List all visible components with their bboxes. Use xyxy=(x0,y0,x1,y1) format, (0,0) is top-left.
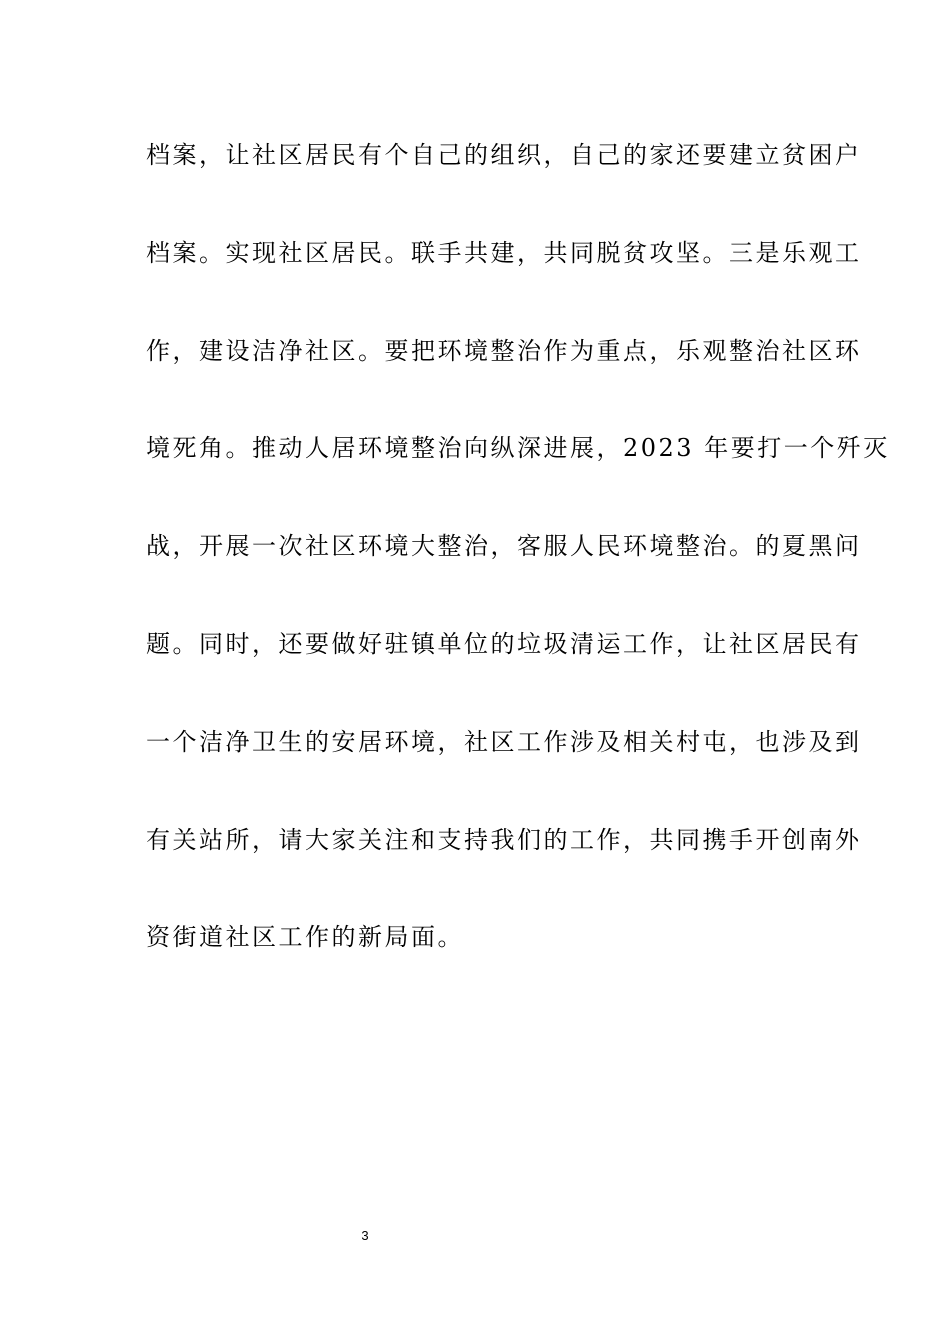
body-text xyxy=(146,135,890,1015)
text-line: 战，开展一次社区环境大整治，客服人民环境整治。的夏黑问 xyxy=(146,532,862,561)
page-number: 3 xyxy=(361,1228,369,1243)
text-line: 档案。实现社区居民。联手共建，共同脱贫攻坚。三是乐观工 xyxy=(146,238,862,267)
text-line: 题。同时，还要做好驻镇单位的垃圾清运工作，让社区居民有 xyxy=(146,629,862,658)
text-line: 档案，让社区居民有个自己的组织，自己的家还要建立贫困户 xyxy=(146,141,862,169)
text-line: 有关站所，请大家关注和支持我们的工作，共同携手开创南外 xyxy=(146,825,862,854)
text-line: 资街道社区工作的新局面。 xyxy=(146,923,464,952)
text-line: 境死角。推动人居环境整治向纵深进展，2023 年要打一个歼灭 xyxy=(146,434,890,463)
text-line: 一个洁净卫生的安居环境，社区工作涉及相关村屯，也涉及到 xyxy=(146,727,862,756)
text-line: 作，建设洁净社区。要把环境整治作为重点，乐观整治社区环 xyxy=(146,336,862,365)
